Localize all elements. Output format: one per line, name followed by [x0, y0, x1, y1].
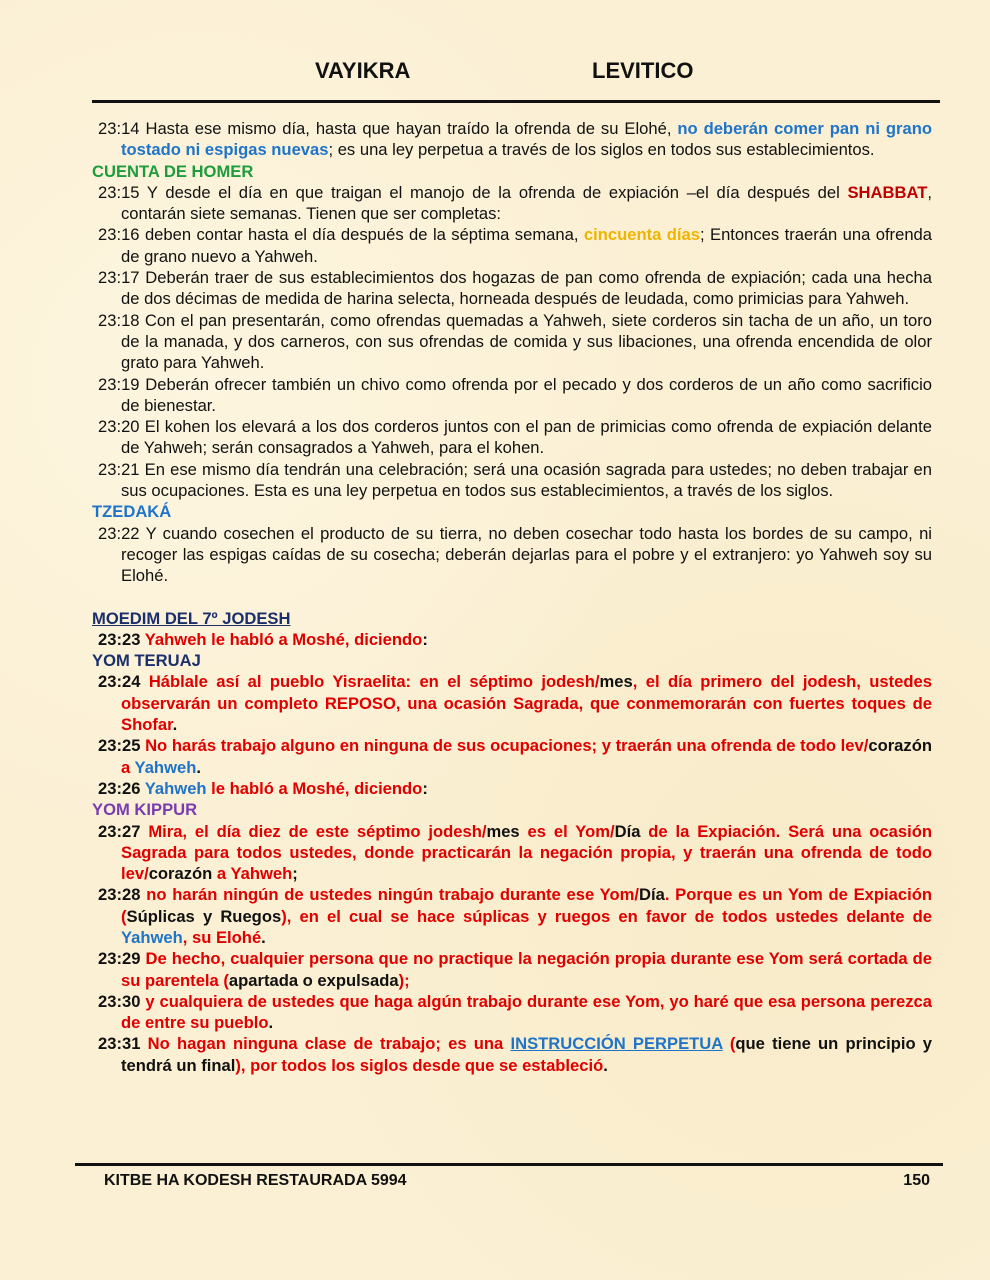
verse-23-28: 23:28 no harán ningún de ustedes ningún trabajo durante ese Yom/Día. Porque es un Yom de Expiación (Súplicas y Ruegos), en el cual se hace súplicas y ruegos en favor de todos ustedes delante de Yahweh, su Elohé. [98, 885, 932, 947]
verse-23-14: 23:14 Hasta ese mismo día, hasta que hayan traído la ofrenda de su Elohé, no deberán comer pan ni grano tostado ni espigas nuevas; es una ley perpetua a través de los siglos en todos sus establecimientos. [98, 119, 932, 160]
section-heading-tzedaka: TZEDAKÁ [92, 502, 172, 522]
page-number: 150 [903, 1172, 930, 1189]
footer-title: KITBE HA KODESH RESTAURADA 5994 [104, 1172, 407, 1189]
verse-23-24: 23:24 Háblale así al pueblo Yisraelita: en el séptimo jodesh/mes, el día primero del jodesh, ustedes observarán un completo REPOSO, una ocasión Sagrada, que conmemorarán con fuertes toques de Shofar. [98, 672, 932, 735]
verse-23-22: 23:22 Y cuando cosechen el producto de su tierra, no deben cosechar todo hasta los bordes de su campo, ni recoger las espigas caídas de su cosecha; deberán dejarlas para el pobre y el extranjero: yo Yahweh soy su Elohé. [98, 523, 932, 586]
section-heading-yom-teruaj: YOM TERUAJ [92, 651, 201, 671]
verse-23-20: 23:20 El kohen los elevará a los dos corderos juntos con el pan de primicias como ofrenda de expiación delante de Yahweh; serán consagrados a Yahweh, para el kohen. [98, 417, 932, 458]
verse-23-31: 23:31 No hagan ninguna clase de trabajo; es una INSTRUCCIÓN PERPETUA (que tiene un principio y tendrá un final), por todos los siglos desde que se estableció. [98, 1034, 933, 1075]
top-divider [92, 100, 940, 103]
section-heading-moedim: MOEDIM DEL 7º JODESH [92, 608, 291, 628]
page-body [92, 118, 932, 1076]
verse-23-30: 23:30 y cualquiera de ustedes que haga algún trabajo durante ese Yom, yo haré que esa persona perezca de entre su pueblo. [98, 991, 933, 1033]
verse-23-21: 23:21 En ese mismo día tendrán una celebración; será una ocasión sagrada para ustedes; no deben trabajar en sus ocupaciones. Esta es una ley perpetua en todos sus establecimientos, a través de los siglos. [98, 459, 932, 501]
verse-23-25: 23:25 No harás trabajo alguno en ninguna de sus ocupaciones; y traerán una ofrenda de todo lev/corazón a Yahweh. [98, 736, 932, 777]
header-book-hebrew: VAYIKRA [315, 58, 411, 83]
verse-23-19: 23:19 Deberán ofrecer también un chivo como ofrenda por el pecado y dos corderos de un año como sacrificio de bienestar. [98, 374, 932, 415]
verse-23-27: 23:27 Mira, el día diez de este séptimo jodesh/mes es el Yom/Día de la Expiación. Será una ocasión Sagrada para todos ustedes, donde practicarán la negación propia, y traerán una ofrenda de todo lev/corazón a Yahweh; [98, 821, 933, 884]
verse-23-29: 23:29 De hecho, cualquier persona que no practique la negación propia durante ese Yom será cortada de su parentela (apartada o expulsada); [98, 949, 932, 990]
page-header [0, 58, 990, 88]
verse-23-16: 23:16 deben contar hasta el día después de la séptima semana, cincuenta días; Entonces traerán una ofrenda de grano nuevo a Yahweh. [98, 225, 932, 266]
verse-23-26: 23:26 Yahweh le habló a Moshé, diciendo: [98, 778, 428, 798]
verse-23-15: 23:15 Y desde el día en que traigan el manojo de la ofrenda de expiación –el día después del SHABBAT, contarán siete semanas. Tienen que ser completas: [98, 182, 932, 224]
bottom-divider [75, 1163, 943, 1166]
spacer [92, 587, 932, 608]
section-heading-cuenta-de-homer: CUENTA DE HOMER [92, 161, 254, 181]
section-heading-yom-kippur: YOM KIPPUR [92, 800, 198, 820]
page-footer [104, 1172, 930, 1190]
verse-23-23: 23:23 Yahweh le habló a Moshé, diciendo: [98, 629, 428, 649]
verse-23-17: 23:17 Deberán traer de sus establecimientos dos hogazas de pan como ofrenda de expiación; cada una hecha de dos décimas de medida de harina selecta, horneada después de leudada, como primicias para Yahweh. [98, 268, 932, 309]
verse-23-18: 23:18 Con el pan presentarán, como ofrendas quemadas a Yahweh, siete corderos sin tacha de un año, un toro de la manada, y dos carneros, con sus ofrendas de comida y sus libaciones, una ofrenda encendida de olor grato para Yahweh. [98, 310, 932, 373]
instruccion-perpetua-link[interactable]: INSTRUCCIÓN PERPETUA [510, 1034, 723, 1054]
header-book-spanish: LEVITICO [592, 58, 694, 83]
